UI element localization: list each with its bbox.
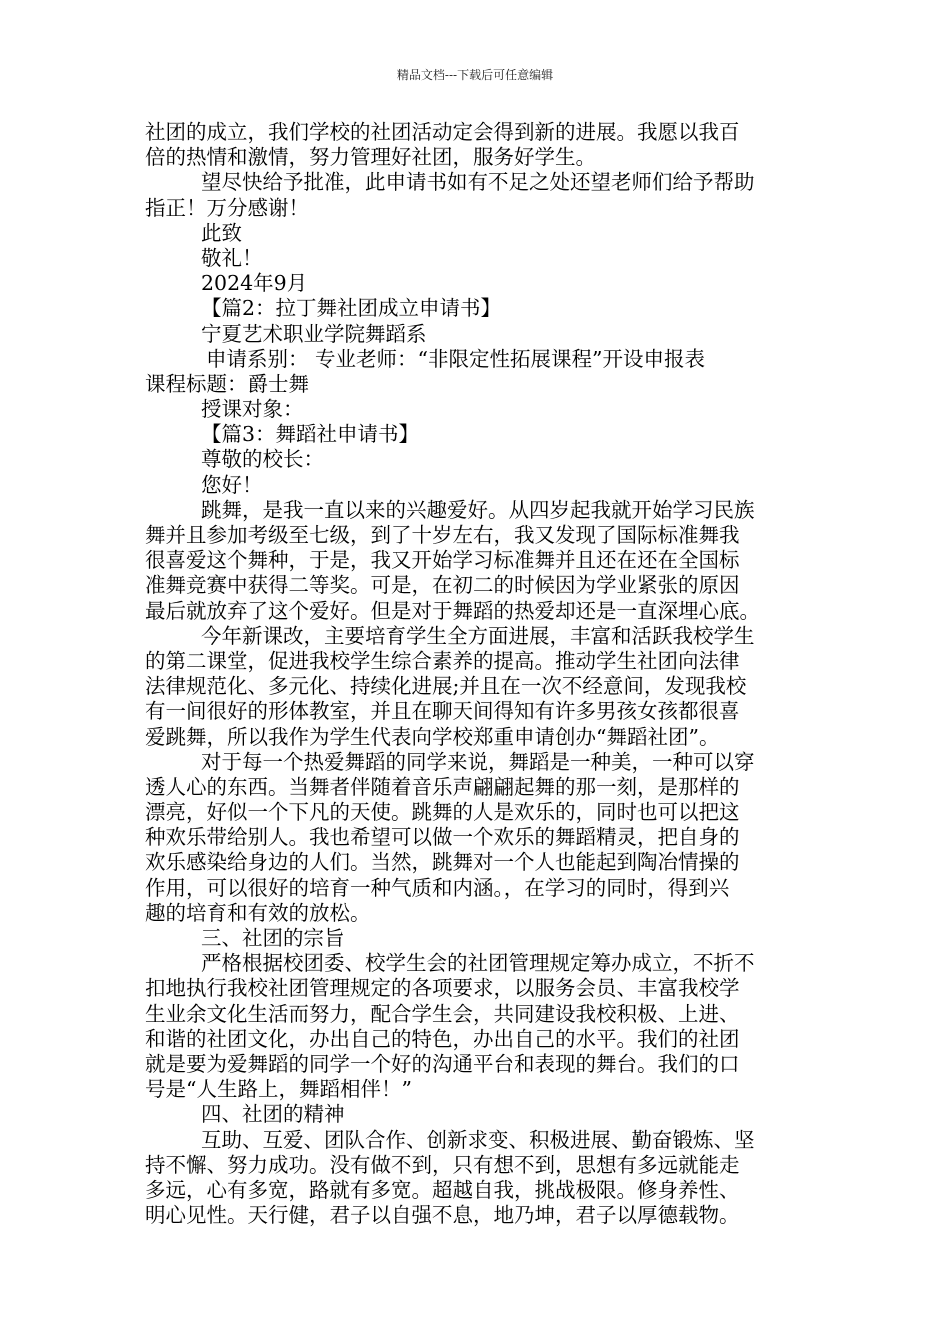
text-line: 多远，心有多宽，路就有多宽。超越自我，挑战极限。修身养性、 [145, 1177, 740, 1202]
text-line: 欢乐感染给身边的人们。当然，跳舞对一个人也能起到陶冶情操的 [145, 850, 740, 875]
text-line: 指正！万分感谢！ [145, 195, 309, 220]
text-line: 您好！ [201, 472, 263, 497]
text-line: 授课对象： [201, 397, 304, 422]
text-line: 敬礼！ [201, 245, 263, 270]
text-line: 爱跳舞，所以我作为学生代表向学校郑重申请创办“舞蹈社团”。 [145, 724, 720, 749]
text-line: 今年新课改，主要培育学生全方面进展，丰富和活跃我校学生 [201, 623, 755, 648]
text-line: 准舞竞赛中获得二等奖。可是，在初二的时候因为学业紧张的原因 [145, 573, 740, 598]
text-line: 有一间很好的形体教室，并且在聊天间得知有许多男孩女孩都很喜 [145, 699, 740, 724]
text-line: 明心见性。天行健，君子以自强不息，地乃坤，君子以厚德载物。 [145, 1203, 740, 1228]
text-line: 法律规范化、多元化、持续化进展;并且在一次不经意间，发现我校 [145, 674, 747, 699]
text-line: 的第二课堂，促进我校学生综合素养的提高。推动学生社团向法律 [145, 648, 740, 673]
text-line: 趣的培育和有效的放松。 [145, 900, 371, 925]
text-line: 对于每一个热爱舞蹈的同学来说，舞蹈是一种美，一种可以穿 [201, 749, 755, 774]
text-line: 跳舞，是我一直以来的兴趣爱好。从四岁起我就开始学习民族 [201, 497, 755, 522]
page-header: 精品文档---下载后可任意编辑 [396, 68, 554, 82]
text-line: 漂亮，好似一个下凡的天使。跳舞的人是欢乐的，同时也可以把这 [145, 800, 740, 825]
text-line: 【篇2：拉丁舞社团成立申请书】 [201, 296, 502, 321]
text-line: 舞并且参加考级至七级，到了十岁左右，我又发现了国际标准舞我 [145, 523, 740, 547]
text-line: 宁夏艺术职业学院舞蹈系 [201, 321, 427, 346]
text-line: 种欢乐带给别人。我也希望可以做一个欢乐的舞蹈精灵，把自身的 [145, 825, 740, 850]
text-line: 持不懈、努力成功。没有做不到，只有想不到，思想有多远就能走 [145, 1152, 740, 1177]
text-line: 三、社团的宗旨 [201, 926, 345, 950]
text-line: 作用，可以很好的培育一种气质和内涵。，在学习的同时，得到兴 [145, 875, 730, 900]
text-line: 四、社团的精神 [201, 1102, 345, 1127]
text-line: 透人心的东西。当舞者伴随着音乐声翩翩起舞的那一刻，是那样的 [145, 774, 740, 799]
text-line: 2024年9月 [201, 271, 308, 296]
text-line: 申请系别： 专业老师：“非限定性拓展课程”开设申报表 [206, 346, 705, 371]
text-line: 生业余文化生活而努力，配合学生会，共同建设我校积极、上进、 [145, 1001, 740, 1026]
text-line: 很喜爱这个舞种，于是，我又开始学习标准舞并且还在还在全国标 [145, 548, 740, 573]
text-line: 社团的成立，我们学校的社团活动定会得到新的进展。我愿以我百 [145, 120, 740, 144]
text-line: 和谐的社团文化，办出自己的特色，办出自己的水平。我们的社团 [145, 1026, 740, 1051]
text-line: 倍的热情和激情，努力管理好社团，服务好学生。 [145, 145, 596, 170]
text-line: 号是“人生路上，舞蹈相伴！” [145, 1077, 412, 1102]
text-line: 此致 [201, 220, 242, 245]
text-line: 扣地执行我校社团管理规定的各项要求，以服务会员、丰富我校学 [145, 976, 740, 1001]
text-line: 最后就放弃了这个爱好。但是对于舞蹈的热爱却还是一直深埋心底。 [145, 598, 760, 623]
text-line: 就是要为爱舞蹈的同学一个好的沟通平台和表现的舞台。我们的口 [145, 1051, 740, 1076]
document-body [145, 120, 809, 1228]
text-line: 课程标题：爵士舞 [145, 371, 309, 396]
text-line: 互助、互爱、团队合作、创新求变、积极进展、勤奋锻炼、坚 [201, 1127, 755, 1152]
text-line: 尊敬的校长： [201, 447, 324, 472]
text-line: 望尽快给予批准，此申请书如有不足之处还望老师们给予帮助 [201, 170, 755, 195]
text-line: 严格根据校团委、校学生会的社团管理规定筹办成立，不折不 [201, 951, 755, 976]
text-line: 【篇3：舞蹈社申请书】 [201, 422, 420, 447]
